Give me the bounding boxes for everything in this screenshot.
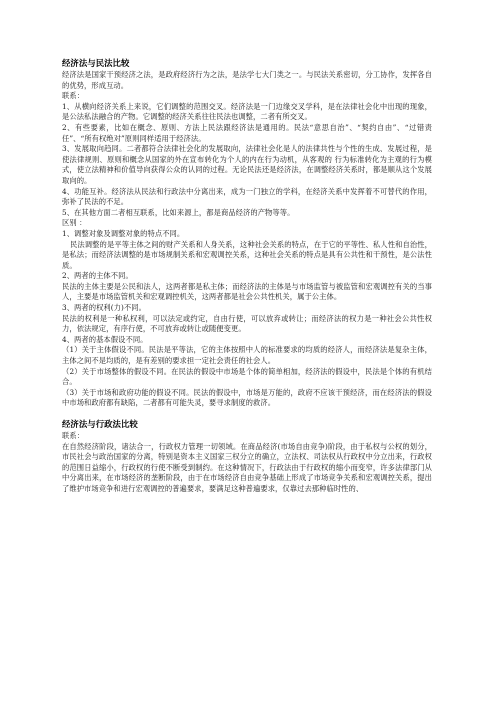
paragraph: 5、在其他方面二者相互联系，比如来源上，都是商品经济的产物等等。: [62, 207, 295, 217]
paragraph: 联系：: [62, 91, 85, 101]
paragraph: （1）关于主体假设不同。民法是平等法，它的主体按照中人的标准要求的均质的经济人，而经济法是复杂主体，主体之间不是均质的，是有差别的要求担一定社会责任的社会人。: [62, 345, 432, 366]
section-title-admin-law: 经济法与行政法比较: [62, 419, 138, 429]
document-page: [62, 58, 432, 495]
paragraph: 民法的权利是一种私权利，可以法定或约定，自由行使，可以放弃或转让；而经济法的权力是一种社会公共性权力，依法规定，有序行使，不可放弃或转让或随便变更。: [62, 313, 432, 334]
paragraph: 2、两者的主体不同。: [62, 271, 133, 281]
paragraph: 4、功能互补。经济法从民法和行政法中分离出来，成为一门独立的学科，在经济关系中发挥着不可替代的作用，弥补了民法的不足。: [62, 186, 432, 207]
paragraph: 1、从横向经济关系上来说，它们调整的范围交叉。经济法是一门边缘交叉学科，是在法律社会化中出现的现象，是公法私法融合的产物。它调整的经济关系往往民法也调整，二者有所交叉。: [62, 101, 432, 122]
paragraph: 3、发展取向趋同。二者都符合法律社会化的发展取向，法律社会化是人的法律共性与个性的生成、发展过程，是使法律规则、原则和概念从国家的外在宣布转化为个人的内在行为动机，从客观的 行为标准转化为主观的行为模式，使立法精神和价值导向获得公众的认同的过程。无论民法还是经济法，在调整经济关系时，都是顺从这个发展取向的。: [62, 144, 432, 185]
paragraph: 经济法是国家干预经济之法，是政府经济行为之法，是法学七大门类之一。与民法关系密切，分工协作，发挥各自的优势，形成互动。: [62, 70, 432, 90]
paragraph: 在自然经济阶段，诸法合一，行政权力管理一切领域。在商品经济(市场自由竞争)阶段，由于私权与公权的划分，市民社会与政治国家的分离，特别是资本主义国家三权分立的确立，立法权、司法权从行政权中分立出来，行政权的范围日益缩小，行政权的行使不断受到制约。在这种情况下，行政法由于行政权的缩小而变窄，许多法律部门从中分离出来，在市场经济的垄断阶段，由于在市场经济自由竞争基础上形成了市场竞争关系和宏观调控关系，提出了维护市场竞争和进行宏观调控的普遍要求，要满足这种普遍要求，仅靠过去那种临时性的、: [62, 441, 432, 493]
paragraph: 2、有些要素，比如在概念、原则、方法上民法跟经济法是通用的。民法“意思自治”、“契约自由”、“过错责任”、“所有权绝对”原则同样适用于经济法。: [62, 122, 432, 143]
paragraph: 1、调整对象及调整对象的特点不同。: [62, 228, 185, 238]
paragraph: 联系：: [62, 431, 85, 440]
paragraph: （2）关于市场整体的假设不同。在民法的假设中市场是个体的简单相加，经济法的假设中，民法是个体的有机结合。: [62, 366, 432, 387]
paragraph: 民法调整的是平等主体之间的财产关系和人身关系，这种社会关系的特点，在于它的平等性、私人性和自治性，是私法；而经济法调整的是市场规制关系和宏观调控关系，这种社会关系的特点是具有公共性和干预性，是公法性质。: [62, 239, 432, 270]
paragraph: 区别 ：: [62, 218, 87, 228]
paragraph: 3、两者的权利(力)不同。: [62, 303, 146, 313]
section-title-civil-law: 经济法与民法比较: [62, 58, 130, 68]
paragraph: （3）关于市场和政府功能的假设不同。民法的假设中，市场是万能的，政府不应该干预经济，而在经济法的假设中市场和政府都有缺陷，二者都有可能失灵，要寻求制度的救济。: [62, 387, 432, 408]
paragraph: 民法的主体主要是公民和法人，这两者都是私主体；而经济法的主体是与市场监管与被监管和宏观调控有关的当事人，主要是市场监管机关和宏观调控机关，这两者都是社会公共性机关，属于公主体。: [62, 281, 432, 302]
paragraph: 4、两者的基本假设不同。: [62, 334, 148, 344]
